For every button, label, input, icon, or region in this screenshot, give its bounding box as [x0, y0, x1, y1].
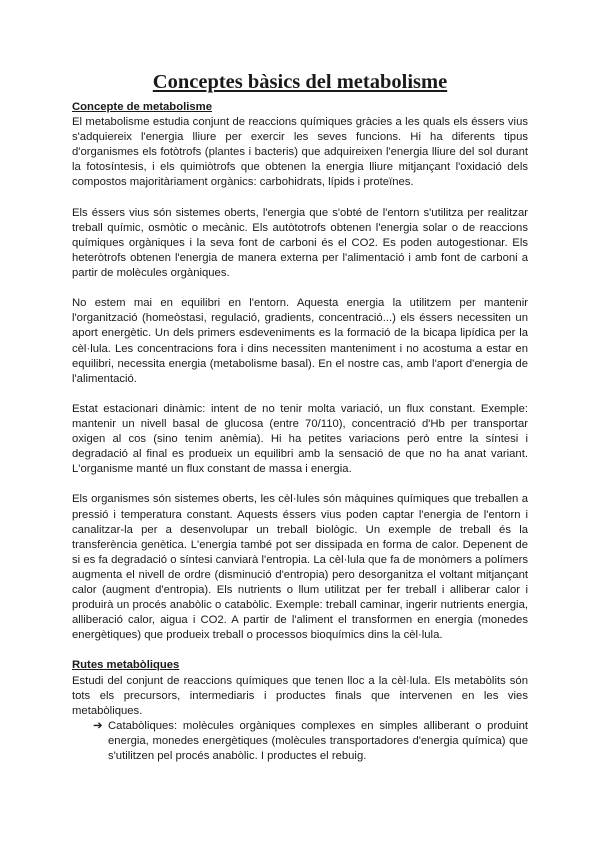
- list-item: [93, 719, 528, 764]
- section-heading: Rutes metabòliques: [72, 659, 180, 672]
- list-item-text: Catabòliques: molècules orgàniques complexes en simples alliberant o produint energia, monedes energètiques (molècules transportadores d'energia química) que s'utilitzen pel procés anabòlic. I productes el rebuig.: [108, 719, 528, 763]
- paragraph: Estudi del conjunt de reaccions químiques que tenen lloc a la cèl·lula. Els metabòlits són tots els precursors, intermediaris i productes finals que intervenen en les vies metabòliques.: [72, 674, 528, 717]
- paragraph: Els éssers vius són sistemes oberts, l'energia que s'obté de l'entorn s'utilitza per realitzar treball químic, osmòtic o mecànic. Els autòtotrofs obtenen l'energia solar o de reaccions químiques orgàniques i la seva font de carboni és el CO2. Es poden autogestionar. Els heteròtrofs obtenen l'energia de manera externa per l'alimentació i amb font de carboni a partir de molècules orgàniques.: [72, 206, 528, 280]
- document-title: Conceptes bàsics del metabolisme: [152, 71, 448, 93]
- paragraph: Estat estacionari dinàmic: intent de no tenir molta variació, un flux constant. Exemple: mantenir un nivell basal de glucosa (entre 70/110), concentració d'Hb per transportar oxigen al cos (sino tenim anèmia). Hi ha petites variacions però entre la síntesi i degradació al final es produeix un equilibri amb la sensació de que no ha anat variant. L'organisme manté un flux constant de massa i energia.: [72, 402, 528, 476]
- section-heading: Concepte de metabolisme: [72, 101, 212, 113]
- arrow-bullet-icon: ➔: [93, 719, 103, 732]
- paragraph: El metabolisme estudia conjunt de reaccions químiques gràcies a les quals els éssers vius s'adquiereix l'energia lliure per exercir les seves funcions. Hi ha diferents tipus d'organismes els fotòtrofs (plantes i bacteris) que adquireixen l'energia lliure del sol durant la fotosíntesis, i els quimiòtrofs que obtenen la energia lliure mitjançant l'oxidació dels compostos majoritàriament orgànics: carbohidrats, lípids i proteïnes.: [72, 116, 528, 189]
- paragraph: No estem mai en equilibri en l'entorn. Aquesta energia la utilitzem per mantenir l'organització (homeòstasi, regulació, gradients, concentració...) els éssers necessiten un aport energètic. Un dels primers esdeveniments es la formació de la bicapa lipídica per la cèl·lula. Les concentracions fora i dins necessiten manteniment i no acostuma a estar en equilibri, necessita energia (metabolisme basal). En el nostre cas, amb l'aport d'energia de l'alimentació.: [72, 297, 528, 385]
- paragraph: Els organismes són sistemes oberts, les cèl·lules són màquines químiques que treballen a pressió i temperatura constant. Aquests éssers vius poden captar l'energia de l'entorn i canalitzar-la per a desenvolupar un treball biològic. Un exemple de treball és la transferència genètica. L'energia també pot ser dissipada en forma de calor. Depenent de si es fa degradació o síntesi canviarà l'entropia. La cèl·lula que fa de monòmers a polímers augmenta el nivell de ordre (disminució d'entropia) pero desorganitza el voltant mitjançant calor (augment d'entropia). Els nutrients o llum utilitzat per fer treball i alliberar calor i produirà un procés anabòlic o catabòlic. Exemple: treball caminar, ingerir nutrients energia, alliberació calor, aigua i CO2. A partir de l'aliment el transformen en energia (monedes energètiques) que produeix treball o processos bioquímics dins la cèl·lula.: [72, 493, 528, 642]
- document-page: [72, 70, 528, 764]
- bullet-list: [72, 719, 528, 764]
